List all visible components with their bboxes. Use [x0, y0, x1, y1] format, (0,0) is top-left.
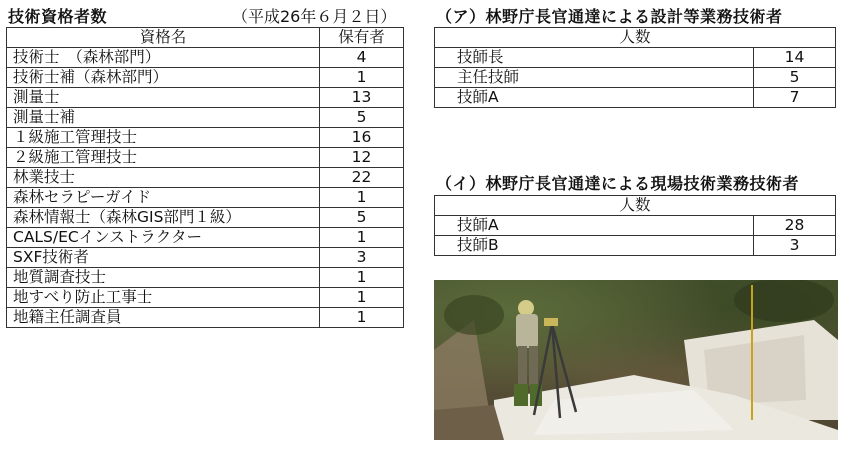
table-row: [7, 68, 404, 88]
header-count: 人数: [435, 196, 836, 216]
table-row: [435, 236, 836, 256]
table-header-row: [7, 28, 404, 48]
table-row: [7, 108, 404, 128]
field-survey-photo: [434, 280, 838, 440]
row-count: 13: [320, 88, 404, 108]
header-holders: 保有者: [320, 28, 404, 48]
table-row: [7, 128, 404, 148]
row-name: 森林情報士（森林GIS部門１級）: [7, 208, 320, 228]
row-name: 技師A: [435, 216, 754, 236]
table-row: [7, 248, 404, 268]
table-row: [7, 228, 404, 248]
row-name: 森林セラピーガイド: [7, 188, 320, 208]
table-row: [7, 288, 404, 308]
section-b-title: （イ）林野庁長官通達による現場技術業務技術者: [436, 174, 800, 193]
row-name: １級施工管理技士: [7, 128, 320, 148]
table-header-row: [435, 28, 836, 48]
row-count: 1: [320, 268, 404, 288]
table-row: [435, 68, 836, 88]
row-count: 1: [320, 228, 404, 248]
header-qualification-name: 資格名: [7, 28, 320, 48]
row-count: 7: [754, 88, 836, 108]
table-row: [435, 48, 836, 68]
row-name: SXF技術者: [7, 248, 320, 268]
row-name: 技師A: [435, 88, 754, 108]
table-row: [7, 48, 404, 68]
row-name: 技師長: [435, 48, 754, 68]
design-engineer-table: [434, 27, 836, 108]
row-count: 1: [320, 308, 404, 328]
table-row: [7, 268, 404, 288]
row-count: 1: [320, 68, 404, 88]
table-row: [7, 208, 404, 228]
table-row: [435, 216, 836, 236]
site-engineer-table: [434, 195, 836, 256]
qualification-title: 技術資格者数: [8, 7, 108, 26]
table-row: [7, 88, 404, 108]
row-count: 5: [754, 68, 836, 88]
row-count: 5: [320, 108, 404, 128]
row-count: 5: [320, 208, 404, 228]
survey-scene-illustration: [434, 280, 838, 440]
row-count: 28: [754, 216, 836, 236]
row-name: 測量士: [7, 88, 320, 108]
row-count: 3: [320, 248, 404, 268]
row-name: 地質調査技士: [7, 268, 320, 288]
row-count: 4: [320, 48, 404, 68]
section-a-title: （ア）林野庁長官通達による設計等業務技術者: [436, 7, 783, 26]
row-count: 1: [320, 288, 404, 308]
table-row: [7, 308, 404, 328]
row-name: 主任技師: [435, 68, 754, 88]
table-row: [7, 148, 404, 168]
row-count: 16: [320, 128, 404, 148]
table-row: [7, 188, 404, 208]
row-name: ２級施工管理技士: [7, 148, 320, 168]
table-header-row: [435, 196, 836, 216]
row-name: CALS/ECインストラクター: [7, 228, 320, 248]
row-count: 3: [754, 236, 836, 256]
qualification-table: [6, 27, 404, 328]
row-count: 12: [320, 148, 404, 168]
row-count: 14: [754, 48, 836, 68]
row-name: 技師B: [435, 236, 754, 256]
row-count: 22: [320, 168, 404, 188]
header-count: 人数: [435, 28, 836, 48]
row-count: 1: [320, 188, 404, 208]
date-label: （平成26年６月２日）: [232, 7, 397, 26]
table-row: [435, 88, 836, 108]
row-name: 地籍主任調査員: [7, 308, 320, 328]
row-name: 技術士補（森林部門）: [7, 68, 320, 88]
row-name: 測量士補: [7, 108, 320, 128]
row-name: 地すべり防止工事士: [7, 288, 320, 308]
row-name: 技術士 （森林部門）: [7, 48, 320, 68]
row-name: 林業技士: [7, 168, 320, 188]
table-row: [7, 168, 404, 188]
